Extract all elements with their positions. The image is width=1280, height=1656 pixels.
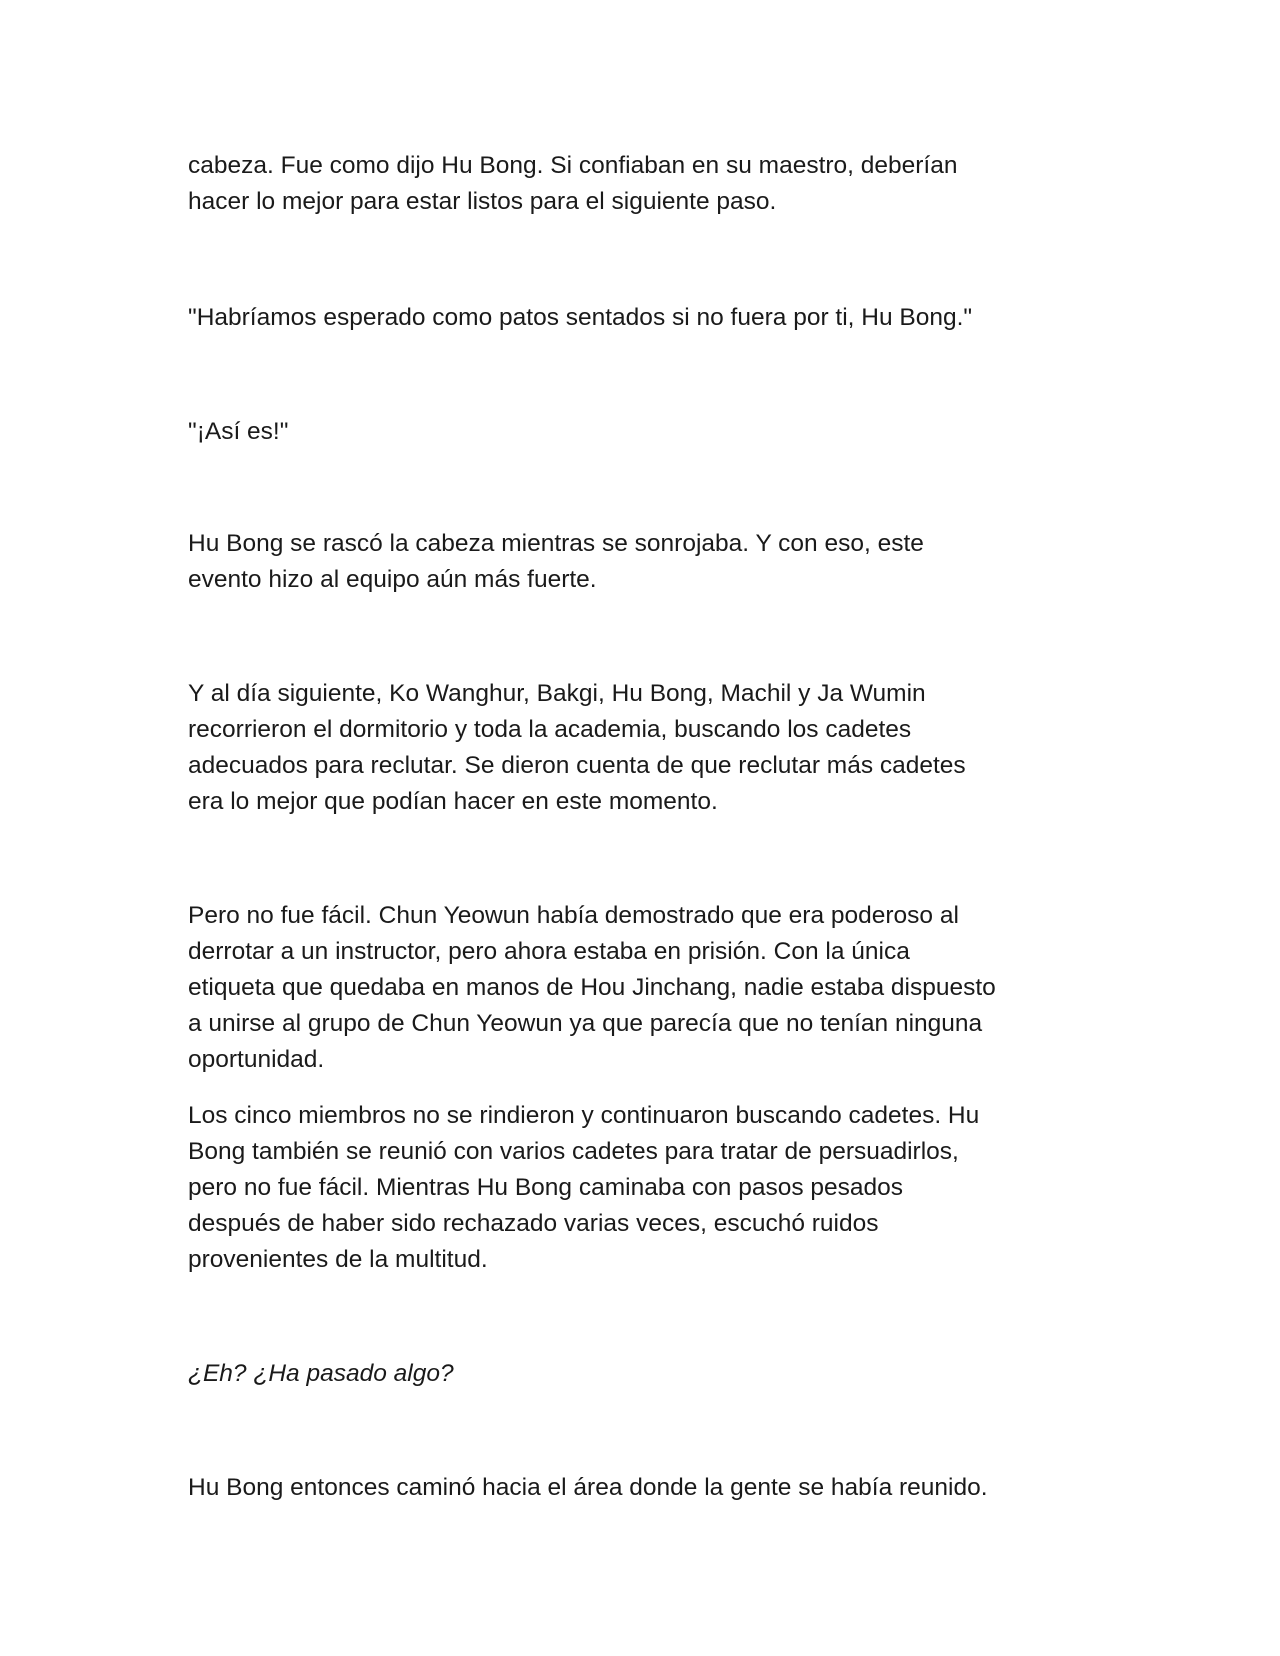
text-line: provenientes de la multitud. <box>188 1246 488 1273</box>
text-line: ¿Eh? ¿Ha pasado algo? <box>188 1360 454 1387</box>
text-line: Bong también se reunió con varios cadetes para tratar de persuadirlos, <box>188 1138 959 1165</box>
text-line: Pero no fue fácil. Chun Yeowun había demostrado que era poderoso al <box>188 902 959 929</box>
paragraph <box>188 148 1100 220</box>
text-line: recorrieron el dormitorio y toda la academia, buscando los cadetes <box>188 716 912 743</box>
text-line: Los cinco miembros no se rindieron y continuaron buscando cadetes. Hu <box>188 1102 980 1129</box>
text-line: pero no fue fácil. Mientras Hu Bong caminaba con pasos pesados <box>188 1174 904 1201</box>
text-line: "¡Así es!" <box>188 418 289 445</box>
text-line: Hu Bong entonces caminó hacia el área donde la gente se había reunido. <box>188 1474 988 1501</box>
paragraph <box>188 1470 1100 1506</box>
text-line: cabeza. Fue como dijo Hu Bong. Si confiaban en su maestro, deberían <box>188 152 958 179</box>
text-line: adecuados para reclutar. Se dieron cuenta de que reclutar más cadetes <box>188 752 966 779</box>
paragraph <box>188 676 1100 820</box>
inner-thought-paragraph <box>188 1356 1100 1392</box>
paragraph <box>188 1098 1100 1278</box>
text-line: oportunidad. <box>188 1046 325 1073</box>
paragraph <box>188 898 1100 1078</box>
dialogue-paragraph <box>188 300 1100 336</box>
text-line: etiqueta que quedaba en manos de Hou Jinchang, nadie estaba dispuesto <box>188 974 996 1001</box>
text-line: hacer lo mejor para estar listos para el siguiente paso. <box>188 188 777 215</box>
dialogue-paragraph <box>188 414 1100 450</box>
text-line: era lo mejor que podían hacer en este momento. <box>188 788 718 815</box>
text-line: Hu Bong se rascó la cabeza mientras se sonrojaba. Y con eso, este <box>188 530 924 557</box>
paragraph <box>188 526 1100 598</box>
text-line: a unirse al grupo de Chun Yeowun ya que parecía que no tenían ninguna <box>188 1010 983 1037</box>
text-line: después de haber sido rechazado varias veces, escuchó ruidos <box>188 1210 879 1237</box>
text-line: Y al día siguiente, Ko Wanghur, Bakgi, Hu Bong, Machil y Ja Wumin <box>188 680 926 707</box>
text-line: "Habríamos esperado como patos sentados si no fuera por ti, Hu Bong." <box>188 304 973 331</box>
text-line: evento hizo al equipo aún más fuerte. <box>188 566 597 593</box>
text-line: derrotar a un instructor, pero ahora estaba en prisión. Con la única <box>188 938 910 965</box>
